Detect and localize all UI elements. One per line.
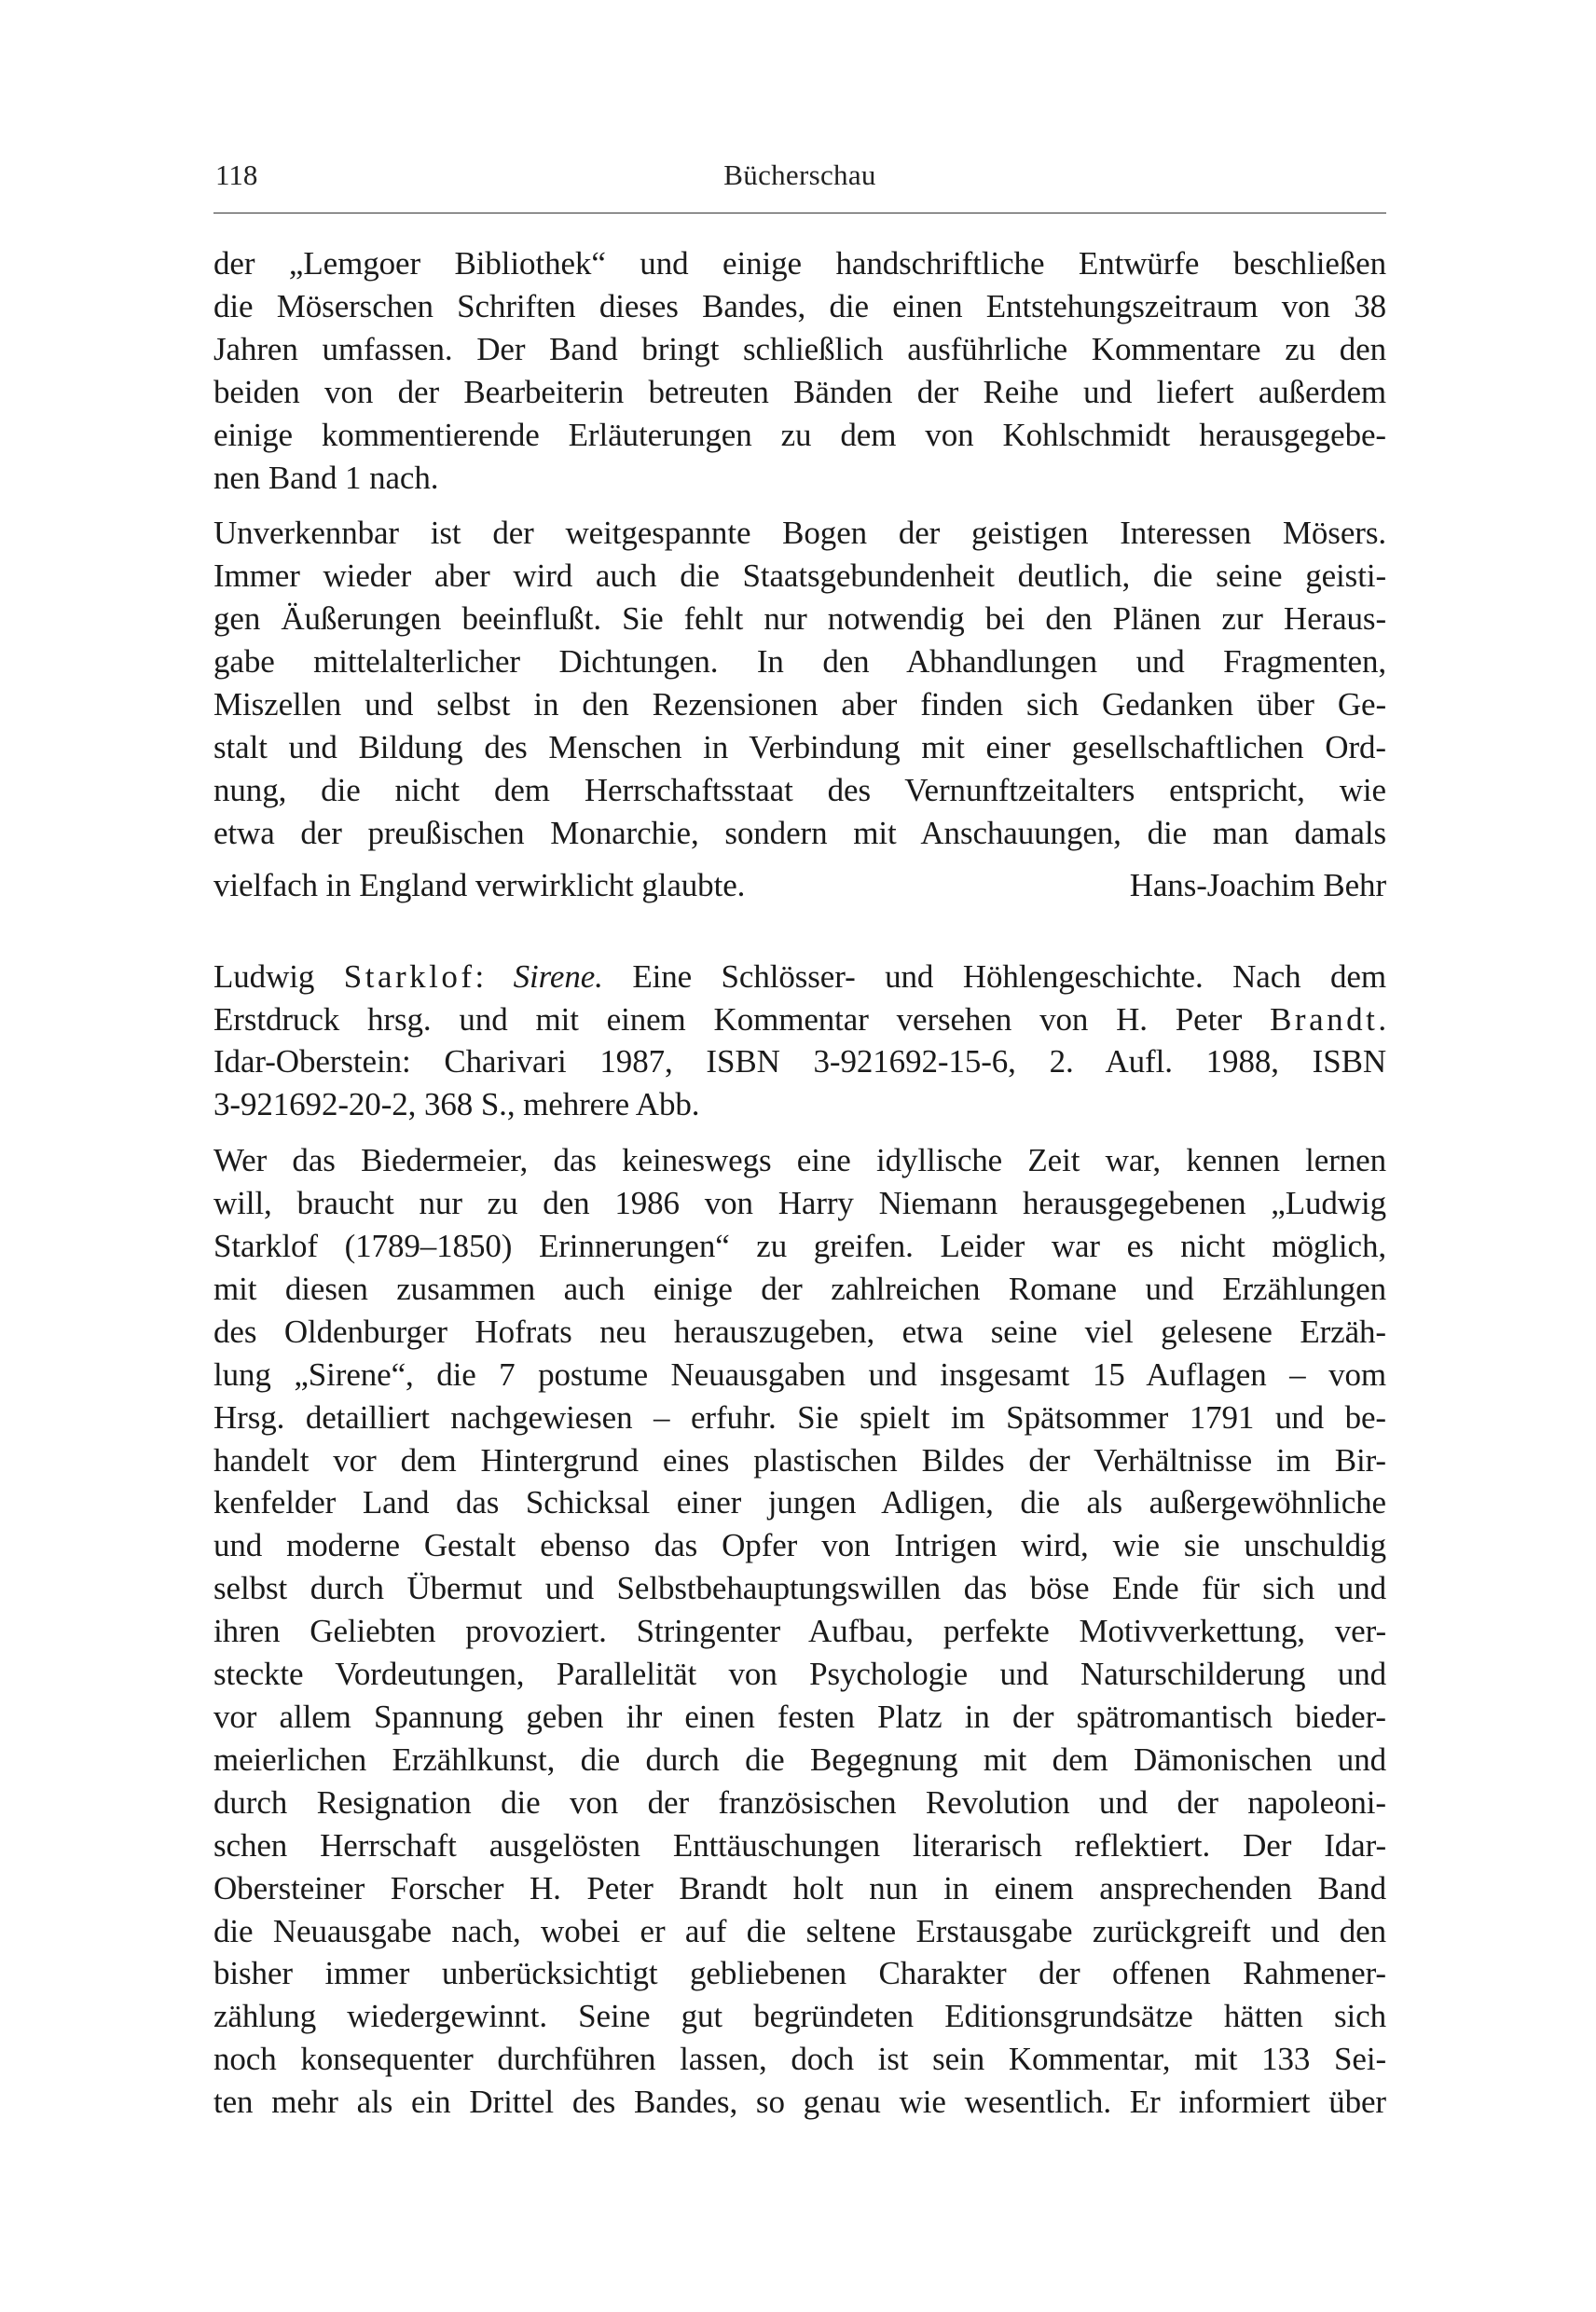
text-line: und moderne Gestalt ebenso das Opfer von Intrigen wird, wie sie unschuldig [213,1527,1386,1564]
text-line: selbst durch Übermut und Selbstbehauptungswillen das böse Ende für sich und [213,1570,1386,1607]
page-number: 118 [215,158,258,191]
text-line: nen Band 1 nach. [213,459,439,496]
text-line: vor allem Spannung geben ihr einen festen Platz in der spätromantisch bieder- [213,1699,1386,1735]
citation-line [213,956,1386,998]
text-line: stalt und Bildung des Menschen in Verbindung mit einer gesellschaftlichen Ord- [213,728,1386,765]
document-page [213,149,1386,2121]
paragraph-gap [213,499,1386,512]
reviewer-signature: Hans-Joachim Behr [1129,866,1386,903]
review2-citation [213,956,1386,1127]
text-line: gen Äußerungen beeinflußt. Sie fehlt nur notwendig bei den Plänen zur Heraus- [213,600,1386,638]
text-line: der „Lemgoer Bibliothek“ und einige handschriftliche Entwürfe beschließen [213,245,1386,282]
text-line: Unverkennbar ist der weitgespannte Bogen der geistigen Interessen Mösers. [213,515,1386,552]
text-line: steckte Vordeutungen, Parallelität von Psychologie und Naturschilderung und [213,1656,1386,1693]
text-line: kenfelder Land das Schicksal einer jungen Adligen, die als außergewöhnliche [213,1484,1386,1521]
text-line: Hrsg. detailliert nachgewiesen – erfuhr. Sie spielt im Spätsommer 1791 und be- [213,1398,1386,1436]
text-line: vielfach in England verwirklicht glaubte. [213,866,746,903]
text-line: des Oldenburger Hofrats neu herauszugeben, etwa seine viel gelesene Erzäh- [213,1313,1386,1350]
text-line: durch Resignation die von der französischen Revolution und der napoleoni- [213,1783,1386,1821]
text-line: ihren Geliebten provoziert. Stringenter Aufbau, perfekte Motivverkettung, ver- [213,1613,1386,1650]
text-line: Immer wieder aber wird auch die Staatsgebundenheit deutlich, die seine geisti- [213,557,1386,595]
text-line: Starklof (1789–1850) Erinnerungen“ zu greifen. Leider war es nicht möglich, [213,1228,1386,1265]
editor-last-name: Brandt [1270,1000,1379,1038]
text-line: gabe mittelalterlicher Dichtungen. In den Abhandlungen und Fragmenten, [213,643,1386,681]
text-line: beiden von der Bearbeiterin betreuten Bänden der Reihe und liefert außerdem [213,373,1386,410]
text-line: einige kommentierende Erläuterungen zu dem von Kohlschmidt herausgegebe- [213,416,1386,453]
citation-editor-text: Erstdruck hrsg. und mit einem Kommentar versehen von H. Peter [213,1000,1271,1038]
citation-colon: : [475,957,514,995]
review1-paragraph-1 [213,242,1386,499]
text-line: lung „Sirene“, die 7 postume Neuausgaben und insgesamt 15 Auflagen – vom [213,1356,1386,1393]
review1-paragraph-2 [213,512,1386,906]
text-line: meierlichen Erzählkunst, die durch die Begegnung mit dem Dämonischen und [213,1741,1386,1778]
text-line: Obersteiner Forscher H. Peter Brandt holt nun in einem ansprechenden Band [213,1869,1386,1906]
text-line: Miszellen und selbst in den Rezensionen aber finden sich Gedanken über Ge- [213,686,1386,723]
text-line: bisher immer unberücksichtigt gebliebenen Charakter der offenen Rahmener- [213,1955,1386,1992]
citation-line [213,998,1386,1041]
text-line: nung, die nicht dem Herrschaftsstaat des Vernunftzeitalters entspricht, wie [213,771,1386,808]
text-line: die Möserschen Schriften dieses Bandes, die einen Entstehungszeitraum von 38 [213,287,1386,324]
citation-line: Idar-Oberstein: Charivari 1987, ISBN 3-921692-15-6, 2. Aufl. 1988, ISBN [213,1043,1386,1080]
citation-line: 3-921692-20-2, 368 S., mehrere Abb. [213,1086,700,1123]
text-line: mit diesen zusammen auch einige der zahlreichen Romane und Erzählungen [213,1270,1386,1307]
text-line: etwa der preußischen Monarchie, sondern mit Anschauungen, die man damals [213,814,1386,851]
text-line: ten mehr als ein Drittel des Bandes, so genau wie wesentlich. Er informiert über [213,2084,1386,2121]
text-line: zählung wiedergewinnt. Seine gut begründeten Editionsgrundsätze hätten sich [213,1998,1386,2035]
text-line: Wer das Biedermeier, das keineswegs eine idyllische Zeit war, kennen lernen [213,1142,1386,1179]
review2-body [213,1139,1386,2124]
author-first-name: Ludwig [213,957,344,995]
running-head [213,149,1386,201]
body-text [213,242,1386,2124]
section-gap [213,907,1386,956]
text-line: schen Herrschaft ausgelösten Enttäuschungen literarisch reflektiert. Der Idar- [213,1826,1386,1864]
citation-period: . [1378,1000,1386,1038]
book-title: Sirene. [513,957,603,995]
text-line: noch konsequenter durchführen lassen, doch ist sein Kommentar, mit 133 Sei- [213,2041,1386,2078]
text-line: will, braucht nur zu den 1986 von Harry Niemann herausgegebenen „Ludwig [213,1185,1386,1222]
text-line: die Neuausgabe nach, wobei er auf die seltene Erstausgabe zurückgreift und den [213,1912,1386,1949]
paragraph-gap [213,1126,1386,1139]
running-title: Bücherschau [723,158,876,191]
text-line: Jahren umfassen. Der Band bringt schließlich ausführliche Kommentare zu den [213,330,1386,367]
closing-line [213,855,1386,907]
book-subtitle: Eine Schlösser- und Höhlengeschichte. Nach dem [602,957,1386,995]
text-line: handelt vor dem Hintergrund eines plastischen Bildes der Verhältnisse im Bir- [213,1441,1386,1479]
author-last-name: Starklof [343,957,475,995]
